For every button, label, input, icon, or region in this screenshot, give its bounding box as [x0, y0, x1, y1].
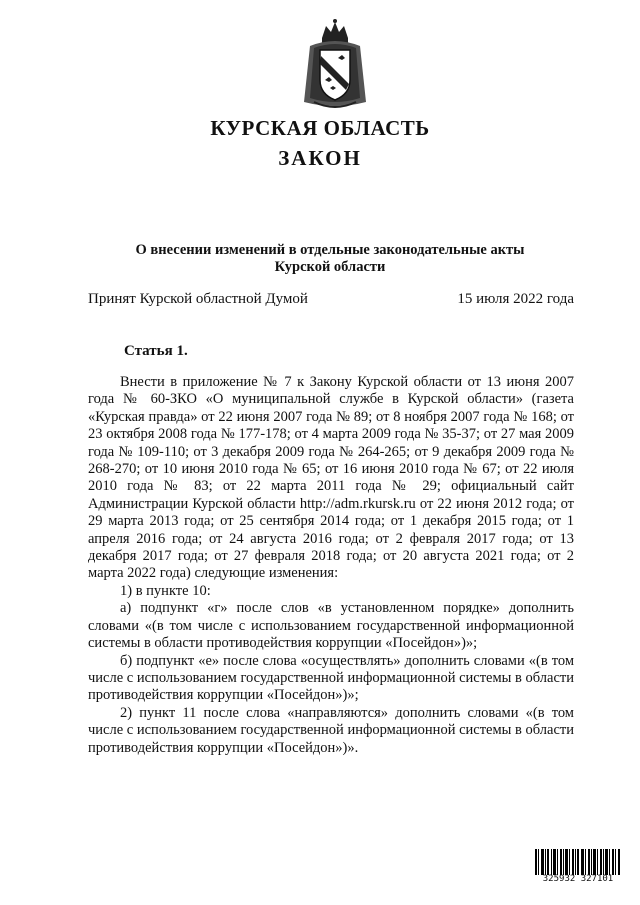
region-title: КУРСКАЯ ОБЛАСТЬ: [210, 116, 430, 140]
article-paragraph: б) подпункт «е» после слова «осуществлять» дополнить словами «(в том числе с использованием государственной информационной системы в области противодействия коррупции «Посейдон»)»;: [88, 652, 574, 704]
article-heading: Статья 1.: [124, 343, 188, 359]
law-title-line-1: О внесении изменений в отдельные законодательные акты: [135, 242, 525, 258]
document-type: ЗАКОН: [278, 146, 362, 170]
article-paragraph: Внести в приложение № 7 к Закону Курской области от 13 июня 2007 года № 60-ЗКО «О муниципальной службе в Курской области» (газета «Курская правда» от 22 июня 2007 года № 89; от 8 ноября 2007 года № 168; от 23 октября 2008 года № 177-178; от 4 марта 2009 года № 35-37; от 27 мая 2009 года № 109-110; от 3 декабря 2009 года № 264-265; от 9 декабря 2009 года № 268-270; от 10 июня 2010 года № 65; от 16 июня 2010 года № 67; от 22 июля 2010 года № 83; от 22 марта 2011 года № 29; официальный сайт Администрации Курской области http://adm.rkursk.ru от 22 июня 2012 года; от 29 марта 2013 года; от 25 сентября 2014 года; от 1 декабря 2015 года; от 1 апреля 2016 года; от 24 августа 2016 года; от 2 февраля 2017 года; от 13 декабря 2017 года; от 27 февраля 2018 года; от 20 августа 2021 года; от 2 марта 2022 года) следующие изменения:: [88, 374, 574, 582]
adopted-date: 15 июля 2022 года: [457, 291, 574, 307]
barcode: [534, 849, 622, 885]
kursk-coat-of-arms-icon: [300, 18, 370, 112]
adopted-by: Принят Курской областной Думой: [88, 291, 308, 307]
article-body: [88, 374, 574, 757]
law-title-line-2: Курской области: [274, 259, 386, 275]
law-title: [100, 242, 560, 276]
article-paragraph: а) подпункт «г» после слов «в установленном порядке» дополнить словами «(в том числе с использованием государственной информационной системы в области противодействия коррупции «Посейдон»)»;: [88, 600, 574, 652]
barcode-number: 325932 327101: [542, 874, 614, 884]
article-paragraph: 1) в пункте 10:: [120, 582, 211, 599]
article-paragraph: 2) пункт 11 после слова «направляются» дополнить словами «(в том числе с использованием государственной информационной системы в области противодействия коррупции «Посейдон»)».: [88, 704, 574, 756]
barcode-icon: [534, 849, 622, 875]
